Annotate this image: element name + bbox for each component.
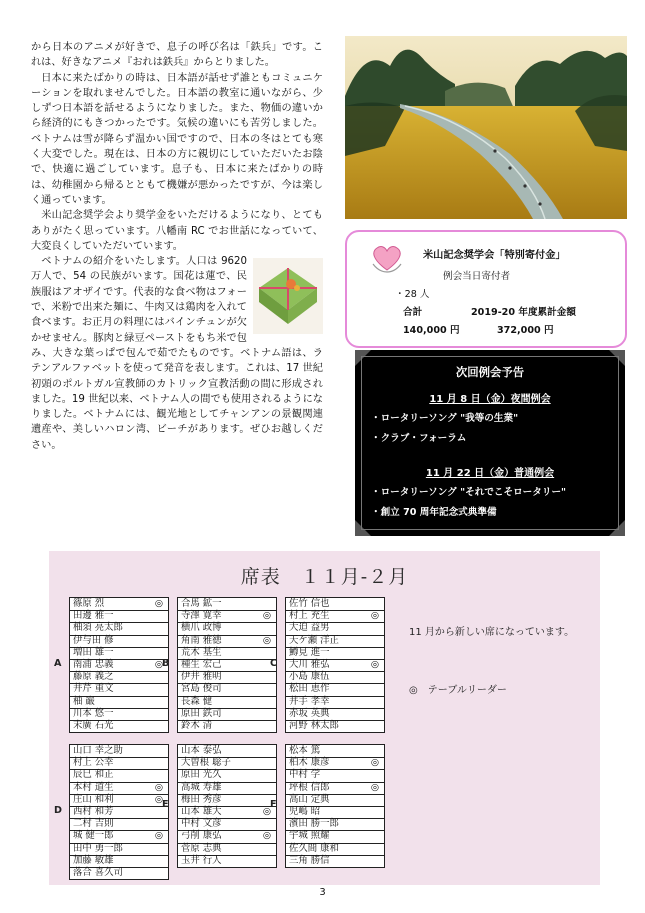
seat-row bbox=[178, 794, 276, 807]
member-name: 坪根 信郎 bbox=[289, 781, 330, 793]
member-name: 玉井 行人 bbox=[181, 854, 222, 866]
seat-row bbox=[286, 696, 384, 709]
seat-row bbox=[178, 708, 276, 721]
member-name: 中村 学 bbox=[289, 769, 321, 781]
seat-row bbox=[70, 622, 168, 635]
seat-table-2 bbox=[285, 597, 385, 733]
leader-mark: ◎ bbox=[154, 659, 163, 670]
table-label: E bbox=[162, 799, 169, 810]
article-paragraph: 日本に来たばかりの時は、日本語が話せず誰ともコミュニケーションを取れませんでした。日本語の教室に通いながら、少しずつ日本語を話せるようになりました。また、物価の違いから経済的にもきつかったです。気候の違いにも苦労しました。ベトナムは雪が降らず温かい国ですので、日本の冬はとても寒く大変でした。現在は、日本の方に親切にしていただいたお陰で、快適に過ごしています。息子も、日本に来たばかりの時は、幼稚園から帰るとともて機嫌が悪かったですが、今は楽しく通っています。 bbox=[31, 72, 323, 206]
leader-mark: ◎ bbox=[370, 610, 379, 622]
member-name: 田邊 雅一 bbox=[73, 610, 114, 622]
member-name: 荒木 基生 bbox=[181, 646, 222, 658]
member-name: 宮島 俊司 bbox=[181, 683, 222, 695]
member-name: 山口 幸之助 bbox=[73, 745, 123, 756]
seat-row bbox=[70, 720, 168, 732]
seat-row bbox=[286, 683, 384, 696]
member-name: 庄山 和利 bbox=[73, 793, 114, 805]
member-name: 南浦 忠義 bbox=[73, 659, 114, 670]
member-name: 梅田 秀彦 bbox=[181, 793, 222, 805]
member-name: 鱒見 進一 bbox=[289, 646, 330, 658]
member-name: 柚須 亮太郎 bbox=[73, 622, 123, 634]
donation-title: 米山記念奨学会「特別寄付金」 bbox=[423, 250, 566, 261]
seat-table-4 bbox=[177, 744, 277, 868]
trang-an-landscape-photo bbox=[345, 36, 627, 219]
member-name: 松本 篤 bbox=[289, 745, 321, 756]
banh-chung-image bbox=[253, 258, 323, 334]
seat-row bbox=[178, 782, 276, 795]
meeting-date-2: 11 月 22 日（金）普通例会 bbox=[425, 468, 555, 479]
leader-mark: ◎ bbox=[262, 634, 271, 646]
leader-mark: ◎ bbox=[154, 781, 163, 793]
member-name: 井手 孝幸 bbox=[289, 695, 330, 707]
total-label: 合計 bbox=[403, 307, 423, 318]
seating-title: 席表 １１月-２月 bbox=[240, 566, 409, 588]
seat-row bbox=[70, 855, 168, 868]
member-name: 川本 悠一 bbox=[73, 707, 114, 719]
donor-count: ・28 人 bbox=[395, 289, 430, 300]
member-name: 高城 寿雄 bbox=[181, 781, 222, 793]
seat-row bbox=[70, 635, 168, 648]
page-number: 3 bbox=[319, 887, 326, 898]
seat-row bbox=[70, 757, 168, 770]
table-label: A bbox=[54, 658, 62, 670]
member-name: 濱田 勝一郎 bbox=[289, 818, 339, 830]
member-name: 藤原 義之 bbox=[73, 671, 114, 683]
member-name: 宇城 照耀 bbox=[289, 830, 330, 842]
article-paragraph: から日本のアニメが好きで、息子の呼び名は「鉄兵」です。これは、好きなアニメ『おれは鉄兵』からとりました。 bbox=[31, 42, 323, 69]
member-name: 菅原 志典 bbox=[181, 842, 222, 854]
member-name: 村上 公幸 bbox=[73, 757, 114, 769]
special-donation-box bbox=[345, 230, 627, 348]
meeting-date-1: 11 月 8 日（金）夜間例会 bbox=[429, 394, 551, 405]
member-name: 角南 雅徳 bbox=[181, 634, 222, 646]
member-name: 二村 吉則 bbox=[73, 818, 114, 830]
member-name: 加藤 敏雄 bbox=[73, 854, 114, 866]
member-name: 原田 光久 bbox=[181, 769, 222, 781]
seat-row bbox=[178, 683, 276, 696]
seat-row bbox=[286, 622, 384, 635]
member-name: 種生 宏己 bbox=[181, 659, 222, 670]
table-label: D bbox=[54, 805, 62, 817]
member-name: 井芹 重文 bbox=[73, 683, 114, 695]
member-name: 弓削 康弘 bbox=[181, 830, 222, 842]
leader-legend: ◎ テーブルリーダー bbox=[409, 685, 507, 696]
member-name: 落合 喜久司 bbox=[73, 867, 123, 878]
today-amount: 140,000 円 bbox=[403, 325, 460, 336]
seat-row bbox=[286, 769, 384, 782]
member-name: 柏木 康彦 bbox=[289, 757, 330, 769]
leader-mark: ◎ bbox=[370, 659, 379, 670]
seat-row bbox=[286, 794, 384, 807]
seat-row bbox=[286, 647, 384, 660]
seat-row bbox=[178, 769, 276, 782]
member-name: 増田 雄一 bbox=[73, 646, 114, 658]
leader-mark: ◎ bbox=[370, 781, 379, 793]
member-name: 柚 巌 bbox=[73, 695, 95, 707]
table-label: F bbox=[270, 799, 277, 810]
member-name: 赤坂 英典 bbox=[289, 707, 330, 719]
cumulative-amount: 372,000 円 bbox=[497, 325, 554, 336]
member-name: 佐久間 康和 bbox=[289, 842, 339, 854]
seat-row bbox=[70, 782, 168, 795]
seat-row bbox=[70, 647, 168, 660]
member-name: 小島 康伍 bbox=[289, 671, 330, 683]
seat-row bbox=[70, 769, 168, 782]
member-name: 本村 道生 bbox=[73, 781, 114, 793]
seat-row bbox=[70, 867, 168, 879]
meeting-item: ・創立 70 周年記念式典準備 bbox=[371, 507, 497, 518]
seat-row bbox=[178, 647, 276, 660]
donation-subtitle: 例会当日寄付者 bbox=[443, 271, 511, 282]
seating-note: 11 月から新しい席になっています。 bbox=[409, 627, 575, 638]
seat-table-0 bbox=[69, 597, 169, 733]
member-name: 田中 勇一郎 bbox=[73, 842, 123, 854]
meeting-item: ・ロータリーソング "それでこそロータリー" bbox=[371, 487, 567, 498]
member-name: 村上 充生 bbox=[289, 610, 330, 622]
member-name: 篠原 烈 bbox=[73, 598, 105, 609]
seat-row bbox=[178, 622, 276, 635]
member-name: 山本 雄大 bbox=[181, 806, 222, 817]
seat-row bbox=[70, 843, 168, 856]
member-name: 三角 勝信 bbox=[289, 854, 330, 866]
seat-row bbox=[286, 635, 384, 648]
seat-row bbox=[286, 830, 384, 843]
member-name: 伊与田 修 bbox=[73, 634, 114, 646]
seat-row bbox=[178, 843, 276, 856]
seat-row bbox=[70, 830, 168, 843]
next-meeting-notice bbox=[355, 350, 625, 536]
meeting-item: ・ロータリーソング "我等の生業" bbox=[371, 413, 519, 424]
member-name: 松田 恵作 bbox=[289, 683, 330, 695]
member-name: 寺澤 寛幸 bbox=[181, 610, 222, 622]
member-name: 城 健一郎 bbox=[73, 830, 114, 842]
meeting-item: ・クラブ・フォーラム bbox=[371, 433, 467, 444]
leader-mark: ◎ bbox=[154, 598, 163, 609]
member-name: 辰巳 和正 bbox=[73, 769, 114, 781]
member-name: 横爪 政博 bbox=[181, 622, 222, 634]
seat-table-3 bbox=[69, 744, 169, 880]
seat-row bbox=[286, 843, 384, 856]
meeting-heading: 次回例会予告 bbox=[455, 365, 525, 379]
article-paragraph: ベトナムの紹介をいたします。人口は 9620 万人で、54 の民族がいます。国花は蓮で、民族服はアオザイです。代表的な食べ物はフォーで、米粉で出来た麺に、牛肉又は鶏肉を入れて食べます。お正月の料理にはバインチュンが欠かせません。豚肉と緑豆ペーストをもち米で包み、大きな葉っぱで包んで茹でたものです。ベトナム語は、ラテンアルファベットを使って発音を表します。これは、17 世紀初頭のポルトガル宣教師のカトリック宣教活動の間に形成されました。19 世紀以来、ベトナム人の間でも使用されるようになりました。ベトナムには、観光地としてチャンアンの景観関連遺産や、美しいハロン湾、ビーチがあります。ぜひお越しください。 bbox=[31, 256, 323, 451]
seat-table-5 bbox=[285, 744, 385, 868]
seat-row bbox=[286, 855, 384, 867]
leader-mark: ◎ bbox=[370, 757, 379, 769]
table-label: B bbox=[162, 658, 170, 670]
member-name: 児嶋 昭 bbox=[289, 806, 321, 817]
seat-row bbox=[70, 683, 168, 696]
leader-mark: ◎ bbox=[154, 793, 163, 805]
member-name: 西村 和芳 bbox=[73, 806, 114, 817]
scholar-article bbox=[31, 40, 323, 453]
member-name: 大川 雅弘 bbox=[289, 659, 330, 670]
member-name: 天ケ瀬 洋正 bbox=[289, 634, 339, 646]
member-name: 河野 林太郎 bbox=[289, 720, 339, 731]
member-name: 山本 泰弘 bbox=[181, 745, 222, 756]
seat-row bbox=[178, 635, 276, 648]
member-name: 原田 鉄司 bbox=[181, 707, 222, 719]
seat-row bbox=[70, 794, 168, 807]
member-name: 佐竹 信也 bbox=[289, 598, 330, 609]
table-label: C bbox=[270, 658, 278, 670]
member-name: 中村 文彦 bbox=[181, 818, 222, 830]
member-name: 末廣 石光 bbox=[73, 720, 114, 731]
cumulative-label: 2019-20 年度累計金額 bbox=[471, 307, 576, 318]
leader-mark: ◎ bbox=[262, 830, 271, 842]
leader-mark: ◎ bbox=[262, 806, 271, 817]
member-name: 長森 健 bbox=[181, 695, 213, 707]
seat-row bbox=[286, 782, 384, 795]
leader-mark: ◎ bbox=[262, 610, 271, 622]
seat-row bbox=[286, 708, 384, 721]
seating-chart bbox=[49, 551, 600, 885]
seat-row bbox=[178, 830, 276, 843]
seat-row bbox=[178, 855, 276, 867]
seat-row bbox=[286, 720, 384, 732]
member-name: 大曽根 聡子 bbox=[181, 757, 231, 769]
member-name: 大迫 益男 bbox=[289, 622, 330, 634]
seat-table-1 bbox=[177, 597, 277, 733]
member-name: 鈴木 清 bbox=[181, 720, 213, 731]
member-name: 合馬 鉱一 bbox=[181, 598, 222, 609]
member-name: 高山 定典 bbox=[289, 793, 330, 805]
leader-mark: ◎ bbox=[154, 830, 163, 842]
seat-row bbox=[70, 708, 168, 721]
member-name: 伊井 雅明 bbox=[181, 671, 222, 683]
heart-hands-icon bbox=[369, 242, 405, 274]
article-paragraph: 米山記念奨学会より奨学金をいただけるようになり、とてもありがたく思っています。八幡南 RC でお世話になっていて、大変良くしていただいています。 bbox=[31, 210, 323, 252]
seat-row bbox=[178, 696, 276, 709]
seat-row bbox=[178, 720, 276, 732]
seat-row bbox=[70, 696, 168, 709]
